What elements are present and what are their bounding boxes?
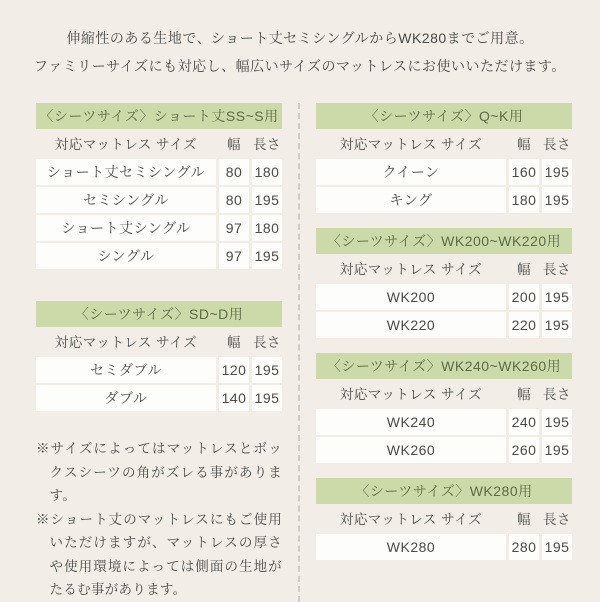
cell-length: 195 xyxy=(252,187,282,213)
table-row xyxy=(316,159,572,185)
table-column-header-row xyxy=(36,129,282,157)
cell-width: 280 xyxy=(509,534,539,560)
sheet-size-table-wk240-260 xyxy=(316,353,572,463)
table-row xyxy=(316,409,572,435)
table-column-header-row xyxy=(316,504,572,532)
col-header-size: 対応マットレス サイズ xyxy=(339,137,483,152)
cell-size-name: ダブル xyxy=(36,385,216,411)
table-column-header-row xyxy=(316,254,572,282)
note-item: ※サイズによってはマットレスとボックスシーツの角がズレる事があります。 xyxy=(36,441,282,503)
cell-length: 195 xyxy=(542,159,572,185)
cell-size-name: WK240 xyxy=(316,409,506,435)
cell-width: 80 xyxy=(219,159,249,185)
cell-width: 220 xyxy=(509,312,539,338)
sheet-size-table-short-ss-s xyxy=(36,103,282,269)
col-header-width: 幅 xyxy=(227,335,241,350)
cell-width: 200 xyxy=(509,284,539,310)
table-row xyxy=(316,534,572,560)
cell-width: 97 xyxy=(219,243,249,269)
col-header-length: 長さ xyxy=(253,335,281,350)
cell-length: 180 xyxy=(252,215,282,241)
col-header-size: 対応マットレス サイズ xyxy=(339,512,483,527)
cell-length: 195 xyxy=(542,534,572,560)
table-title-short-ss-s: 〈シーツサイズ〉ショート丈SS~S用 xyxy=(36,103,282,129)
table-row xyxy=(36,243,282,269)
cell-length: 195 xyxy=(252,243,282,269)
cell-length: 195 xyxy=(542,187,572,213)
cell-size-name: WK200 xyxy=(316,284,506,310)
table-row xyxy=(316,284,572,310)
cell-width: 120 xyxy=(219,357,249,383)
left-column xyxy=(36,103,282,602)
content-columns xyxy=(0,103,600,602)
table-row xyxy=(36,215,282,241)
cell-length: 195 xyxy=(252,357,282,383)
cell-width: 160 xyxy=(509,159,539,185)
cell-width: 240 xyxy=(509,409,539,435)
right-column xyxy=(316,103,572,575)
col-header-length: 長さ xyxy=(543,137,571,152)
cell-width: 140 xyxy=(219,385,249,411)
cell-size-name: セミシングル xyxy=(36,187,216,213)
col-header-width: 幅 xyxy=(517,387,531,402)
col-header-length: 長さ xyxy=(543,387,571,402)
col-header-size: 対応マットレス サイズ xyxy=(54,335,198,350)
col-header-size: 対応マットレス サイズ xyxy=(54,137,198,152)
cell-width: 180 xyxy=(509,187,539,213)
sheet-size-table-wk280 xyxy=(316,478,572,560)
cell-width: 97 xyxy=(219,215,249,241)
cell-size-name: ショート丈シングル xyxy=(36,215,216,241)
table-title-wk200-220: 〈シーツサイズ〉WK200~WK220用 xyxy=(316,228,572,254)
intro-line-1: 伸縮性のある生地で、ショート丈セミシングルからWK280までご用意。 xyxy=(66,30,534,46)
cell-length: 195 xyxy=(542,284,572,310)
cell-length: 195 xyxy=(542,312,572,338)
table-row xyxy=(36,357,282,383)
col-header-width: 幅 xyxy=(517,512,531,527)
sheet-size-table-q-k xyxy=(316,103,572,213)
notes xyxy=(36,437,282,602)
cell-size-name: セミダブル xyxy=(36,357,216,383)
cell-width: 80 xyxy=(219,187,249,213)
cell-length: 195 xyxy=(542,437,572,463)
table-column-header-row xyxy=(36,327,282,355)
table-row xyxy=(316,187,572,213)
table-title-wk240-260: 〈シーツサイズ〉WK240~WK260用 xyxy=(316,353,572,379)
table-title-q-k: 〈シーツサイズ〉Q~K用 xyxy=(316,103,572,129)
col-header-length: 長さ xyxy=(253,137,281,152)
table-title-wk280: 〈シーツサイズ〉WK280用 xyxy=(316,478,572,504)
cell-size-name: ショート丈セミシングル xyxy=(36,159,216,185)
cell-size-name: キング xyxy=(316,187,506,213)
note-item: ※ショート丈のマットレスにもご使用いただけますが、マットレスの厚さや使用環境によっては側面の生地がたるむ事があります。 xyxy=(36,511,282,597)
cell-length: 180 xyxy=(252,159,282,185)
col-header-width: 幅 xyxy=(517,262,531,277)
table-row xyxy=(36,385,282,411)
cell-size-name: WK280 xyxy=(316,534,506,560)
cell-size-name: シングル xyxy=(36,243,216,269)
col-header-length: 長さ xyxy=(543,262,571,277)
column-divider xyxy=(298,103,300,602)
cell-length: 195 xyxy=(542,409,572,435)
sheet-size-table-sd-d xyxy=(36,301,282,411)
cell-width: 260 xyxy=(509,437,539,463)
cell-size-name: WK220 xyxy=(316,312,506,338)
table-title-sd-d: 〈シーツサイズ〉SD~D用 xyxy=(36,301,282,327)
col-header-length: 長さ xyxy=(543,512,571,527)
intro-line-2: ファミリーサイズにも対応し、幅広いサイズのマットレスにお使いいただけます。 xyxy=(34,58,566,74)
col-header-width: 幅 xyxy=(517,137,531,152)
sheet-size-table-wk200-220 xyxy=(316,228,572,338)
table-column-header-row xyxy=(316,379,572,407)
table-column-header-row xyxy=(316,129,572,157)
cell-size-name: クイーン xyxy=(316,159,506,185)
table-row xyxy=(316,437,572,463)
table-row xyxy=(36,187,282,213)
col-header-size: 対応マットレス サイズ xyxy=(339,387,483,402)
col-header-size: 対応マットレス サイズ xyxy=(339,262,483,277)
table-row xyxy=(36,159,282,185)
cell-size-name: WK260 xyxy=(316,437,506,463)
table-row xyxy=(316,312,572,338)
intro-text xyxy=(0,0,600,80)
cell-length: 195 xyxy=(252,385,282,411)
col-header-width: 幅 xyxy=(227,137,241,152)
